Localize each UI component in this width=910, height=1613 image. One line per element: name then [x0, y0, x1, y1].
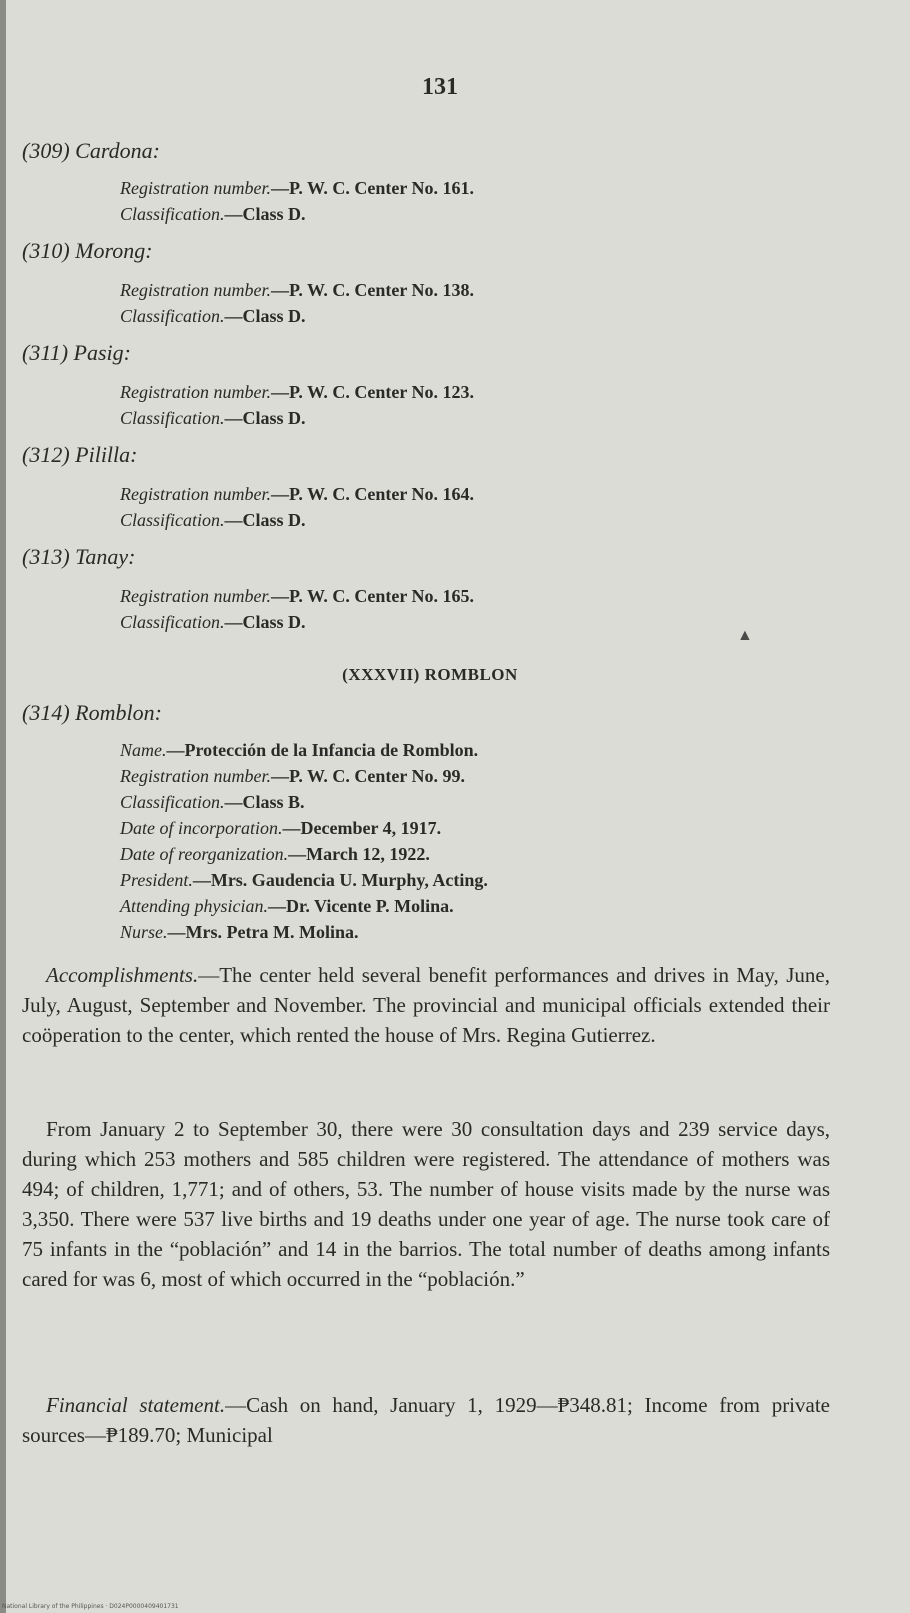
field-value: —Class D.: [224, 306, 306, 326]
entry-name: Pililla:: [75, 442, 138, 467]
field-label: Date of incorporation.: [120, 818, 283, 838]
section-heading: (XXXVII) ROMBLON: [342, 665, 518, 684]
entry-field: [120, 870, 488, 891]
field-label: Classification.: [120, 408, 225, 428]
entry-heading: [22, 700, 162, 726]
footer-watermark: National Library of the Philippines · D024P0000409401731: [2, 1603, 179, 1610]
entry-field: [120, 306, 306, 327]
field-label: Registration number.: [120, 280, 271, 300]
entry-name: Pasig:: [73, 340, 131, 365]
page-number: 131: [422, 74, 458, 100]
field-value: —Dr. Vicente P. Molina.: [267, 896, 454, 916]
ink-mark-icon: ▲: [737, 627, 753, 644]
field-label: Classification.: [120, 204, 225, 224]
field-label: Attending physician.: [120, 896, 268, 916]
entry-number: (309): [22, 138, 70, 163]
field-label: President.: [120, 870, 193, 890]
field-value: —December 4, 1917.: [282, 818, 442, 838]
entry-name: Romblon:: [75, 700, 162, 725]
field-value: —Class D.: [224, 612, 306, 632]
field-label: Registration number.: [120, 586, 271, 606]
statistics-paragraph: [22, 1114, 830, 1294]
field-value: —P. W. C. Center No. 165.: [271, 586, 475, 606]
financial-paragraph: [22, 1390, 830, 1450]
entry-field: [120, 586, 474, 607]
field-label: Name.: [120, 740, 167, 760]
field-value: —Mrs. Gaudencia U. Murphy, Acting.: [192, 870, 488, 890]
entry-number: (310): [22, 238, 70, 263]
entry-field: [120, 844, 430, 865]
field-label: Classification.: [120, 306, 225, 326]
entry-field: [120, 766, 465, 787]
entry-number: (311): [22, 340, 69, 365]
paragraph-label: Accomplishments.: [46, 963, 199, 987]
entry-name: Morong:: [75, 238, 153, 263]
entry-field: [120, 280, 474, 301]
paragraph-text: —The center held several benefit performances and drives in May, June, July, August, September and November. The provincial and municipal officials extended their coöperation to the center, which rented the house of Mrs. Regina Gutierrez.: [22, 963, 830, 1047]
entry-number: (314): [22, 700, 70, 725]
entry-heading: [22, 138, 160, 164]
entry-heading: [22, 544, 135, 570]
field-value: —Class B.: [224, 792, 305, 812]
field-value: —Protección de la Infancia de Romblon.: [166, 740, 479, 760]
field-value: —P. W. C. Center No. 161.: [271, 178, 475, 198]
entry-name: Tanay:: [75, 544, 136, 569]
entry-number: (312): [22, 442, 70, 467]
field-label: Registration number.: [120, 484, 271, 504]
field-label: Classification.: [120, 612, 225, 632]
field-value: —Class D.: [224, 510, 306, 530]
entry-field: [120, 382, 474, 403]
field-value: —P. W. C. Center No. 99.: [271, 766, 466, 786]
field-value: —P. W. C. Center No. 164.: [271, 484, 475, 504]
entry-field: [120, 896, 454, 917]
entry-field: [120, 484, 474, 505]
entry-heading: [22, 238, 153, 264]
field-label: Classification.: [120, 510, 225, 530]
entry-field: [120, 408, 306, 429]
field-label: Registration number.: [120, 178, 271, 198]
field-value: —March 12, 1922.: [288, 844, 430, 864]
entry-field: [120, 612, 306, 633]
field-value: —P. W. C. Center No. 123.: [271, 382, 475, 402]
entry-field: [120, 792, 305, 813]
entry-number: (313): [22, 544, 70, 569]
field-label: Registration number.: [120, 382, 271, 402]
entry-field: [120, 204, 306, 225]
field-value: —Mrs. Petra M. Molina.: [167, 922, 359, 942]
entry-field: [120, 178, 474, 199]
entry-field: [120, 740, 478, 761]
accomplishments-paragraph: [22, 960, 830, 1050]
paragraph-text: —Cash on hand, January 1, 1929—₱348.81; Income from private sources—₱189.70; Municipal: [22, 1393, 830, 1447]
field-value: —Class D.: [224, 408, 306, 428]
field-label: Classification.: [120, 792, 225, 812]
paragraph-text: From January 2 to September 30, there were 30 consultation days and 239 service days, during which 253 mothers and 585 children were registered. The attendance of mothers was 494; of children, 1,771; and of others, 53. The number of house visits made by the nurse was 3,350. There were 537 live births and 19 deaths under one year of age. The nurse took care of 75 infants in the “población” and 14 in the barrios. The total number of deaths among infants cared for was 6, most of which occurred in the “población.”: [22, 1117, 830, 1291]
field-label: Date of reorganization.: [120, 844, 289, 864]
paragraph-label: Financial statement.: [46, 1393, 226, 1417]
entry-heading: [22, 340, 131, 366]
entry-heading: [22, 442, 137, 468]
entry-field: [120, 510, 306, 531]
field-label: Nurse.: [120, 922, 168, 942]
entry-name: Cardona:: [75, 138, 160, 163]
field-label: Registration number.: [120, 766, 271, 786]
page-edge: [0, 0, 6, 1613]
field-value: —P. W. C. Center No. 138.: [271, 280, 475, 300]
entry-field: [120, 818, 441, 839]
entry-field: [120, 922, 358, 943]
field-value: —Class D.: [224, 204, 306, 224]
